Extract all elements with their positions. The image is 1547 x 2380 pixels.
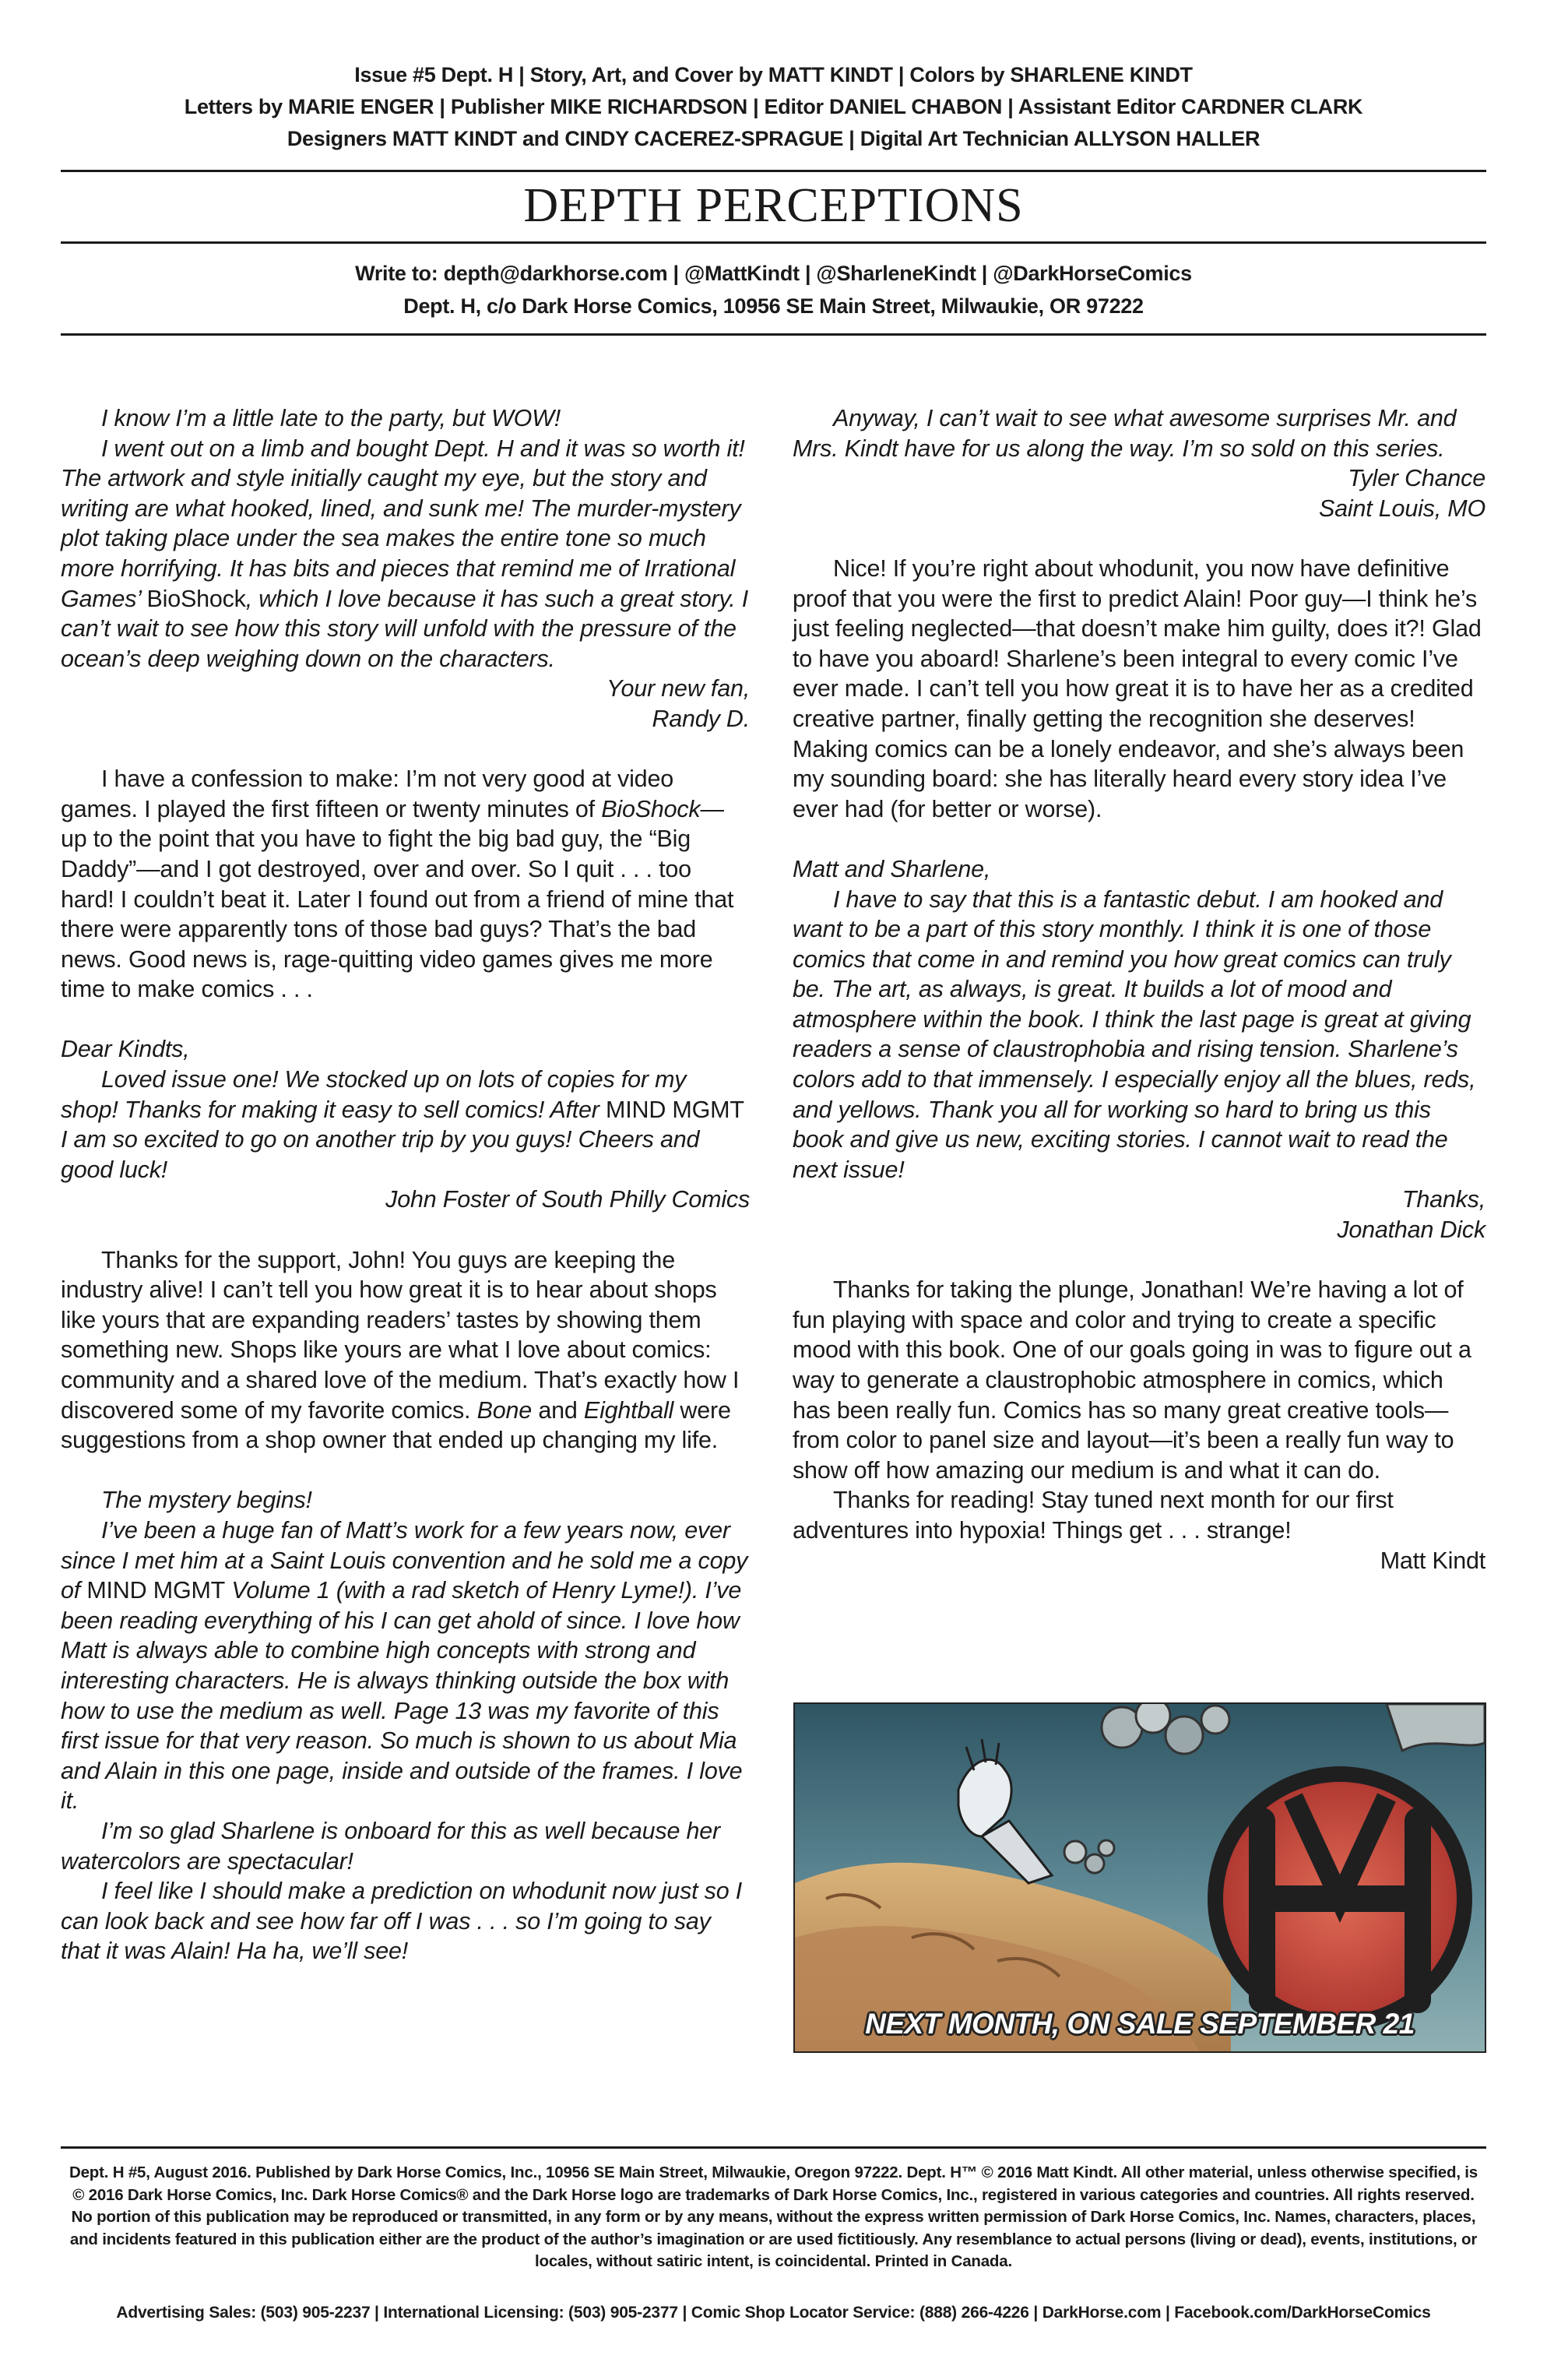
reply-1: [61, 764, 750, 1005]
reply-4-body-2: Thanks for reading! Stay tuned next month for our first adventures into hypoxia! Things get . . . strange!: [793, 1487, 1394, 1544]
promo-illustration: [795, 1704, 1485, 2051]
header-rule-middle: [61, 241, 1486, 244]
letter-1-signoff: Your new fan,: [606, 675, 750, 702]
dept-h-emblem: [1208, 1766, 1472, 2031]
letter-1-body: [61, 434, 750, 674]
reply-2-text-end: were suggestions from a shop owner that ended up changing my life.: [61, 1396, 731, 1454]
letter-2-text: Loved issue one! We stocked up on lots of copies for my shop! Thanks for making it easy to sell comics! After: [61, 1066, 687, 1123]
footer-contacts: Advertising Sales: (503) 905-2237 | International Licensing: (503) 905-2377 | Comic Shop Locator Service: (888) 266-4226 | DarkHorse.com | Facebook.com/DarkHorseComics: [116, 2304, 1431, 2322]
letter-3-body-2: I’m so glad Sharlene is onboard for this as well because her watercolors are spectacular!: [61, 1817, 720, 1875]
reply-3: Nice! If you’re right about whodunit, you now have definitive proof that you were the first to predict Alain! Poor guy—I think he’s just feeling neglected—that doesn’t make him guilty, does it?! Glad to have you aboard! Sharlene’s been integral to every comic I’ve ever made. I can’t tell you how great it is to have her as a credited creative partner, finally getting the recognition she deserves! Making comics can be a lonely endeavor, and she’s always been my sounding board: she has literally heard every story idea I’ve ever had (for better or worse).: [793, 555, 1482, 822]
spacer: [61, 1215, 750, 1245]
credits-block: [61, 59, 1486, 155]
credits-line-2: Letters by MARIE ENGER | Publisher MIKE RICHARDSON | Editor DANIEL CHABON | Assistant Editor CARDNER CLARK: [184, 95, 1363, 118]
footer-rule: [61, 2146, 1486, 2149]
letter-2-salutation: Dear Kindts,: [61, 1036, 190, 1063]
letter-1-signature: Randy D.: [652, 705, 750, 732]
reply-1-text: I have a confession to make: I’m not very good at video games. I played the first fifteen or twenty minutes of: [61, 766, 673, 822]
letter-1-opening: I know I’m a little late to the party, but WOW!: [101, 405, 561, 431]
spacer: [61, 1456, 750, 1486]
letter-4-salutation: Matt and Sharlene,: [793, 855, 991, 882]
credits-line-3: Designers MATT KINDT and CINDY CACEREZ-SPRAGUE | Digital Art Technician ALLYSON HALLER: [287, 127, 1260, 150]
letter-1-text-end: , which I love because it has such a great story. I can’t wait to see how this story will unfold with the pressure of the ocean’s deep weighing down on the characters.: [61, 585, 749, 672]
coral-top-right: [1387, 1704, 1485, 1751]
next-issue-promo-image: [793, 1702, 1486, 2053]
letter-4-body: I have to say that this is a fantastic debut. I am hooked and want to be a part of this story monthly. I think it is one of those comics that come in and remind you how great comics can truly be. The art, as always, is great. It builds a lot of mood and atmosphere within the book. I think the last page is great at giving readers a sense of claustrophobia and rising tension. Sharlene’s colors add to that immensely. I especially enjoy all the blues, reds, and yellows. Thank you all for working so hard to bring us this book and give us new, exciting stories. I cannot wait to read the next issue!: [793, 885, 1476, 1183]
page-title: DEPTH PERCEPTIONS: [523, 179, 1024, 232]
reply-1-text-end: —up to the point that you have to fight the big bad guy, the “Big Daddy”—and I got destroyed, over and over. So I quit . . . too hard! I couldn’t beat it. Later I found out from a friend of mine that there were apparently tons of those bad guys? That’s the bad news. Good news is, rage-quitting video games gives me more time to make comics . . .: [61, 795, 734, 1003]
letter-3-body-1: [61, 1516, 750, 1816]
credits-line-1: Issue #5 Dept. H | Story, Art, and Cover by MATT KINDT | Colors by SHARLENE KINDT: [354, 63, 1193, 86]
bioshock-title: BioShock: [601, 795, 701, 822]
spacer: [61, 1005, 750, 1035]
letter-3-signature: Tyler Chance: [1348, 465, 1485, 492]
letter-2-body: [61, 1065, 750, 1185]
mind-mgmt-title: MIND MGMT: [86, 1577, 226, 1604]
header-rule-top: [61, 170, 1486, 172]
letter-1-text: I went out on a limb and bought Dept. H and it was so worth it! The artwork and style initially caught my eye, but the story and writing are what hooked, lined, and sunk me! The murder-mystery plot taking place under the sea makes the entire tone so much more horrifying. It has bits and pieces that remind me of Irrational Games’: [61, 435, 745, 612]
letter-3-text: I’ve been a huge fan of Matt’s work for a few years now, ever since I met him at a Saint Louis convention and he sold me a copy of: [61, 1516, 748, 1604]
bioshock-title: BioShock: [146, 585, 246, 612]
letter-3-heading: The mystery begins!: [101, 1487, 312, 1514]
reply-2: [61, 1245, 750, 1456]
reply-2-and: and: [538, 1396, 578, 1424]
bone-title: Bone: [476, 1396, 533, 1424]
reply-4-body-1: Thanks for taking the plunge, Jonathan! We’re having a lot of fun playing with space and color and trying to create a specific mood with this book. One of our goals going in was to figure out a way to generate a claustrophobic atmosphere in comics, which has been really fun. Comics has so many great creative tools—from color to panel size and layout—it’s been a really fun way to show off how amazing our medium is and what it can do.: [793, 1276, 1471, 1484]
letter-4-signature: Jonathan Dick: [1337, 1216, 1485, 1244]
letter-3-body-3: I feel like I should make a prediction on whodunit now just so I can look back and see how far off I was . . . so I’m going to say that it was Alain! Ha ha, we’ll see!: [61, 1878, 743, 1965]
mind-mgmt-title: MIND MGMT: [606, 1096, 744, 1123]
reply-4-signature: Matt Kindt: [1380, 1547, 1485, 1574]
left-column: [61, 403, 750, 1966]
spacer: [61, 734, 750, 765]
letter-4-signoff: Thanks,: [1401, 1186, 1485, 1213]
letter-2-signature: John Foster of South Philly Comics: [385, 1186, 750, 1213]
reply-2-text: Thanks for the support, John! You guys are keeping the industry alive! I can’t tell you how great it is to hear about shops like yours that are expanding readers’ tastes by showing them something new. Shops like yours are what I love about comics: community and a shared love of the medium. That’s exactly how I discovered some of my favorite comics.: [61, 1246, 740, 1424]
contact-line-1: Write to: depth@darkhorse.com | @MattKindt | @SharleneKindt | @DarkHorseComics: [355, 262, 1192, 285]
legal-notice: Dept. H #5, August 2016. Published by Dark Horse Comics, Inc., 10956 SE Main Street, Milwaukie, Oregon 97222. Dept. H™ © 2016 Matt Kindt. All other material, unless otherwise specified, is © 2016 Dark Horse Comics, Inc. Dark Horse Comics® and the Dark Horse logo are trademarks of Dark Horse Comics, Inc., registered in various categories and countries. All rights reserved. No portion of this publication may be reproduced or transmitted, in any form or by any means, without the express written permission of Dark Horse Comics, Inc. Names, characters, places, and incidents featured in this publication either are the product of the author’s imagination or are used fictitiously. Any resemblance to actual persons (living or dead), events, institutions, or locales, without satiric intent, is coincidental. Printed in Canada.: [69, 2163, 1478, 2270]
header-rule-bottom: [61, 333, 1486, 336]
eightball-title: Eightball: [583, 1396, 674, 1424]
contact-line-2: Dept. H, c/o Dark Horse Comics, 10956 SE Main Street, Milwaukie, OR 97222: [403, 294, 1144, 318]
letter-3-body-4: Anyway, I can’t wait to see what awesome surprises Mr. and Mrs. Kindt have for us along the way. I’m so sold on this series.: [793, 405, 1457, 462]
right-column: [793, 403, 1485, 1576]
spacer: [793, 523, 1485, 554]
contact-block: [61, 257, 1486, 322]
promo-caption: NEXT MONTH, ON SALE SEPTEMBER 21: [865, 2008, 1415, 2040]
letter-2-text-end: I am so excited to go on another trip by you guys! Cheers and good luck!: [61, 1126, 700, 1183]
letter-3-text-end: Volume 1 (with a rad sketch of Henry Lyme!). I’ve been reading everything of his I can get ahold of since. I love how Matt is always able to combine high concepts with strong and interesting characters. He is always thinking outside the box with how to use the medium as well. Page 13 was my favorite of this first issue for that very reason. So much is shown to us about Mia and Alain in this one page, inside and outside of the frames. I love it.: [61, 1577, 743, 1815]
spacer: [793, 824, 1485, 854]
letter-3-location: Saint Louis, MO: [1319, 495, 1485, 522]
spacer: [793, 1245, 1485, 1276]
